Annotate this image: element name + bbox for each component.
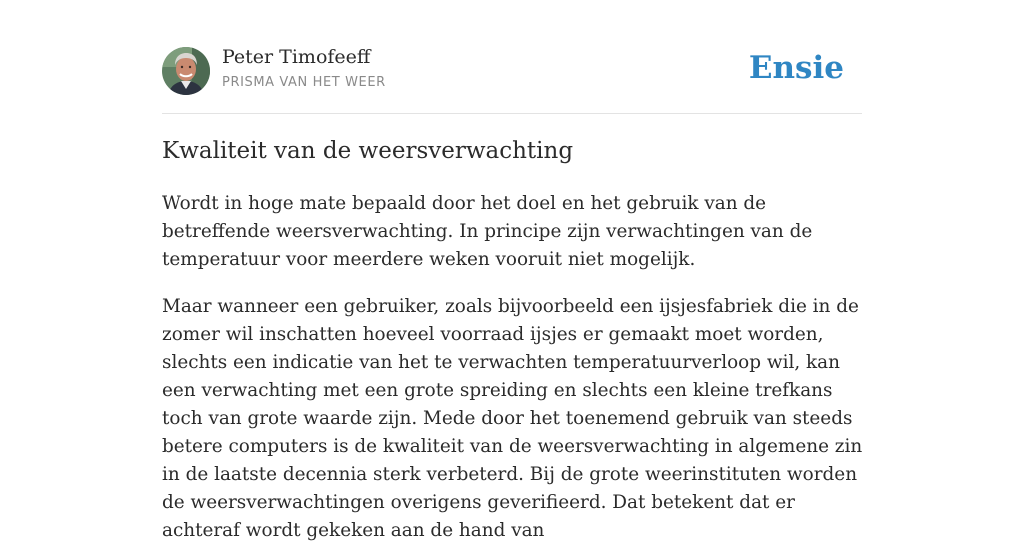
author-photo (162, 47, 210, 95)
article-card (162, 0, 863, 541)
article-paragraph-1: Wordt in hoge mate bepaald door het doel en het gebruik van de betreffende weersverwachting. In principe zijn verwachtingen van de temperatuur voor meerdere weken vooruit niet mogelijk. (162, 193, 813, 270)
author-avatar[interactable] (162, 47, 210, 95)
article-title: Kwaliteit van de weersverwachting (162, 138, 574, 164)
article-paragraph-2: Maar wanneer een gebruiker, zoals bijvoorbeeld een ijsjesfabriek die in de zomer wil inschatten hoeveel voorraad ijsjes er gemaakt moet worden, slechts een indicatie van het te verwachten temperatuurverloop wil, kan een verwachting met een grote spreiding en slechts een kleine trefkans toch van grote waarde zijn. Mede door het toenemend gebruik van steeds betere computers is de kwaliteit van de weersverwachting in algemene zin in de laatste decennia sterk verbeterd. Bij de grote weerinstituten worden de weersverwachtingen overigens geverifieerd. Dat betekent dat er achteraf wordt gekeken aan de hand van (162, 296, 863, 541)
ensie-logo[interactable]: Ensie (748, 50, 844, 86)
author-name[interactable]: Peter Timofeeff (222, 46, 371, 68)
article-header (162, 0, 862, 114)
publication-name[interactable]: PRISMA VAN HET WEER (222, 75, 386, 90)
